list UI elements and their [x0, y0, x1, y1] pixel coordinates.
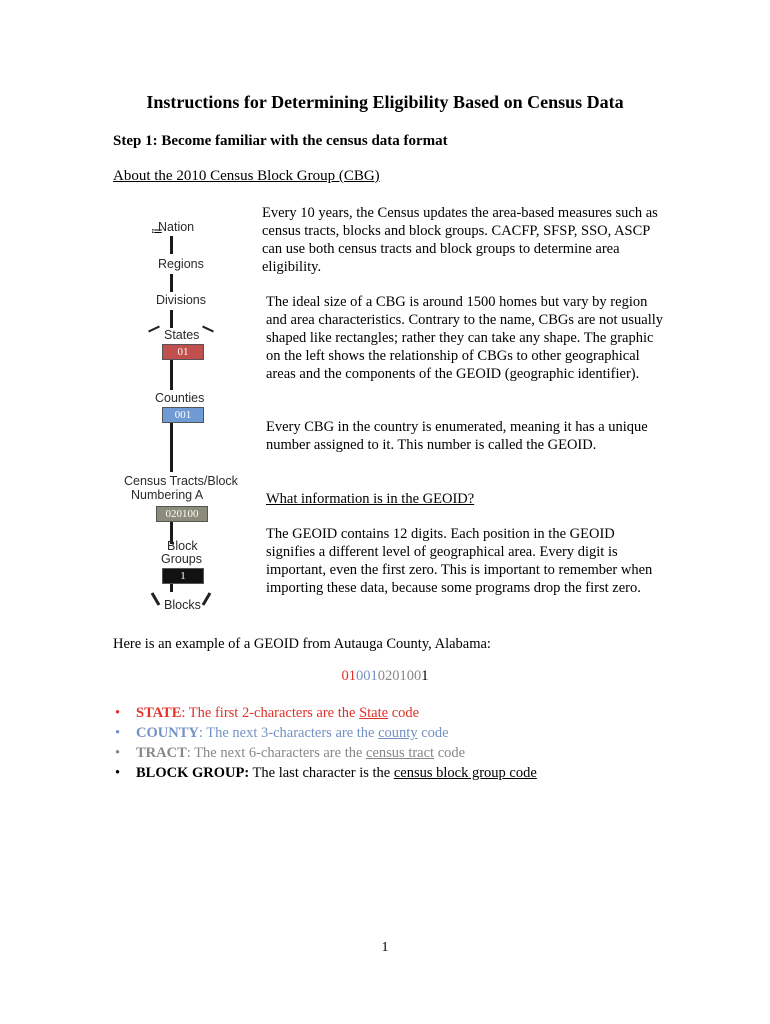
- bullet-text: The last character is the: [249, 765, 394, 781]
- paragraph-geoid-digits: The GEOID contains 12 digits. Each position in the GEOID signifies a different level of geographical area. Every digit is important, even the first zero. This is important to remember when importing these data, because some programs drop the first zero.: [266, 526, 653, 596]
- list-item-tract: [113, 743, 537, 763]
- paragraph-cbg-size: The ideal size of a CBG is around 1500 homes but vary by region and area characteristics. Contrary to the name, CBGs are not usually shaped like rectangles; rather they can take any shape. The graphic on the left shows the relationship of CBGs to other geographical areas and the components of the GEOID (geographic identifier).: [266, 294, 664, 382]
- paragraph-geoid-enumeration: Every CBG in the country is enumerated, meaning it has a unique number assigned to it. This number is called the GEOID.: [266, 419, 648, 453]
- list-item-county: [113, 723, 537, 743]
- connector-line: [170, 236, 173, 254]
- geoid-county-part: 001: [356, 668, 378, 684]
- level-nation: Nation: [158, 220, 195, 234]
- bullet-tail: code: [417, 725, 449, 741]
- bullet-link: census tract: [366, 745, 435, 761]
- level-block-groups-line1: Block: [167, 539, 198, 553]
- level-census-tracts-line1: Census Tracts/Block: [124, 474, 238, 488]
- branch-mark: [148, 326, 160, 333]
- county-code-box: 001: [162, 407, 204, 423]
- paragraph-census-updates: Every 10 years, the Census updates the area-based measures such as census tracts, blocks and block groups. CACFP, SFSP, SSO, ASCP can use both census tracts and block groups to determine area eligibility.: [262, 205, 658, 275]
- block-group-code-box: 1: [162, 568, 204, 584]
- level-regions: Regions: [158, 257, 204, 271]
- branch-mark: [202, 592, 212, 606]
- level-counties: Counties: [155, 391, 205, 405]
- geoid-block-group-part: 1: [421, 668, 429, 684]
- list-item-block-group: [113, 763, 537, 783]
- branch-mark: [151, 592, 161, 606]
- bullet-link: State: [359, 705, 389, 721]
- bullet-label: BLOCK GROUP:: [136, 765, 250, 781]
- bullet-text: : The next 6-characters are the: [186, 745, 367, 761]
- bullet-link: census block group code: [393, 765, 537, 781]
- connector-line: [170, 310, 173, 328]
- bullet-label: TRACT: [136, 745, 187, 761]
- example-intro: Here is an example of a GEOID from Autauga County, Alabama:: [113, 636, 491, 652]
- bullet-link: county: [378, 725, 418, 741]
- bullet-text: : The next 3-characters are the: [198, 725, 379, 741]
- geoid-example: [0, 668, 770, 685]
- list-item-state: [113, 703, 537, 723]
- connector-line: [170, 274, 173, 292]
- level-census-tracts-line2: Numbering A: [131, 488, 204, 502]
- bullet-tail: code: [434, 745, 466, 761]
- connector-line: [170, 422, 173, 472]
- step-heading: Step 1: Become familiar with the census data format: [113, 133, 448, 149]
- connector-line: [170, 358, 173, 390]
- level-states: States: [164, 328, 200, 342]
- branch-mark: ≔: [151, 224, 163, 238]
- geoid-question-heading: What information is in the GEOID?: [266, 491, 475, 507]
- tract-code-box: 020100: [156, 506, 208, 522]
- bullet-text: : The first 2-characters are the: [181, 705, 360, 721]
- bullet-tail: code: [388, 705, 420, 721]
- bullet-label: COUNTY: [136, 725, 199, 741]
- geoid-state-part: 01: [341, 668, 356, 684]
- geography-hierarchy-diagram: [118, 212, 258, 622]
- level-block-groups-line2: Groups: [161, 552, 202, 566]
- geoid-tract-part: 020100: [377, 668, 422, 684]
- branch-mark: [202, 326, 214, 333]
- page-number: 1: [381, 940, 389, 955]
- level-divisions: Divisions: [156, 293, 207, 307]
- level-blocks: Blocks: [164, 598, 201, 612]
- geoid-component-list: [113, 703, 537, 783]
- document-title: Instructions for Determining Eligibility Based on Census Data: [146, 92, 624, 112]
- about-heading: About the 2010 Census Block Group (CBG): [113, 168, 380, 184]
- bullet-label: STATE: [136, 705, 182, 721]
- state-code-box: 01: [162, 344, 204, 360]
